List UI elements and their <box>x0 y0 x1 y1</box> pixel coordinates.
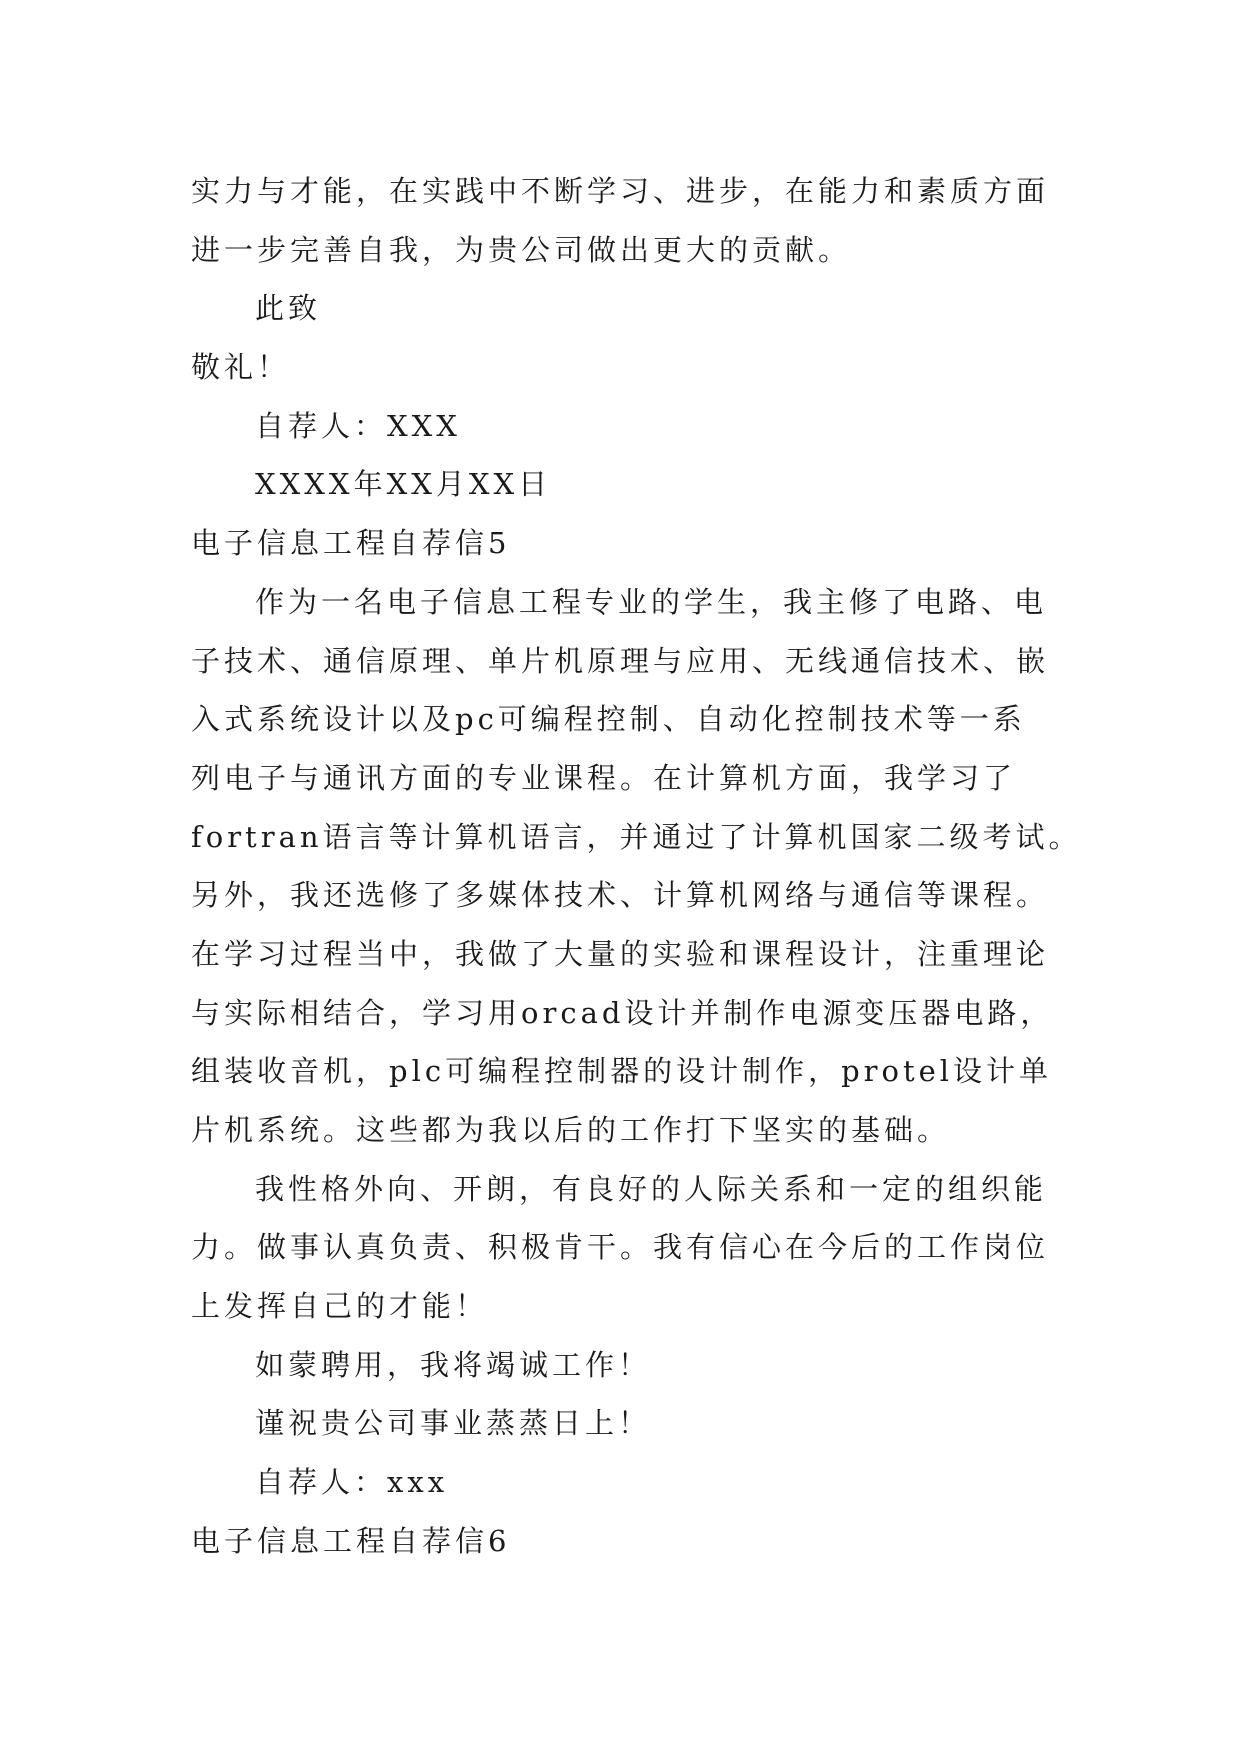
paragraph-line: 列电子与通讯方面的专业课程。在计算机方面，我学习了 <box>191 760 1017 795</box>
closing-salutation: 此致 <box>255 291 322 326</box>
paragraph-line: 组装收音机，plc可编程控制器的设计制作，protel设计单 <box>191 1054 1053 1089</box>
signature-line: 自荐人：XXX <box>255 408 461 443</box>
closing-regards: 敬礼！ <box>191 350 291 385</box>
paragraph-line: 力。做事认真负责、积极肯干。我有信心在今后的工作岗位 <box>191 1230 1050 1265</box>
paragraph-line: 作为一名电子信息工程专业的学生，我主修了电路、电 <box>255 584 1048 619</box>
paragraph-line: 上发挥自己的才能！ <box>191 1289 489 1324</box>
document-body <box>191 162 1082 1571</box>
section-heading: 电子信息工程自荐信5 <box>191 526 511 561</box>
paragraph-line: 进一步完善自我，为贵公司做出更大的贡献。 <box>191 232 852 267</box>
paragraph-line: 另外，我还选修了多媒体技术、计算机网络与通信等课程。 <box>191 878 1050 913</box>
section-heading: 电子信息工程自荐信6 <box>191 1523 511 1558</box>
paragraph-line: 谨祝贵公司事业蒸蒸日上！ <box>255 1406 652 1441</box>
paragraph-line: 我性格外向、开朗，有良好的人际关系和一定的组织能 <box>255 1171 1048 1206</box>
paragraph-line: 与实际相结合，学习用orcad设计并制作电源变压器电路， <box>191 995 1054 1030</box>
paragraph-line: fortran语言等计算机语言，并通过了计算机国家二级考试。 <box>191 819 1082 854</box>
paragraph-line: 子技术、通信原理、单片机原理与应用、无线通信技术、嵌 <box>191 643 1050 678</box>
paragraph-line: 片机系统。这些都为我以后的工作打下坚实的基础。 <box>191 1113 951 1147</box>
paragraph-line: 实力与才能，在实践中不断学习、进步，在能力和素质方面 <box>191 174 1050 208</box>
date-line: XXXX年XX月XX日 <box>255 467 552 502</box>
signature-line: 自荐人：xxx <box>255 1465 449 1500</box>
paragraph-line: 如蒙聘用，我将竭诚工作！ <box>255 1347 652 1382</box>
paragraph-line: 入式系统设计以及pc可编程控制、自动化控制技术等一系 <box>191 702 1026 737</box>
paragraph-line: 在学习过程当中，我做了大量的实验和课程设计，注重理论 <box>191 936 1050 971</box>
